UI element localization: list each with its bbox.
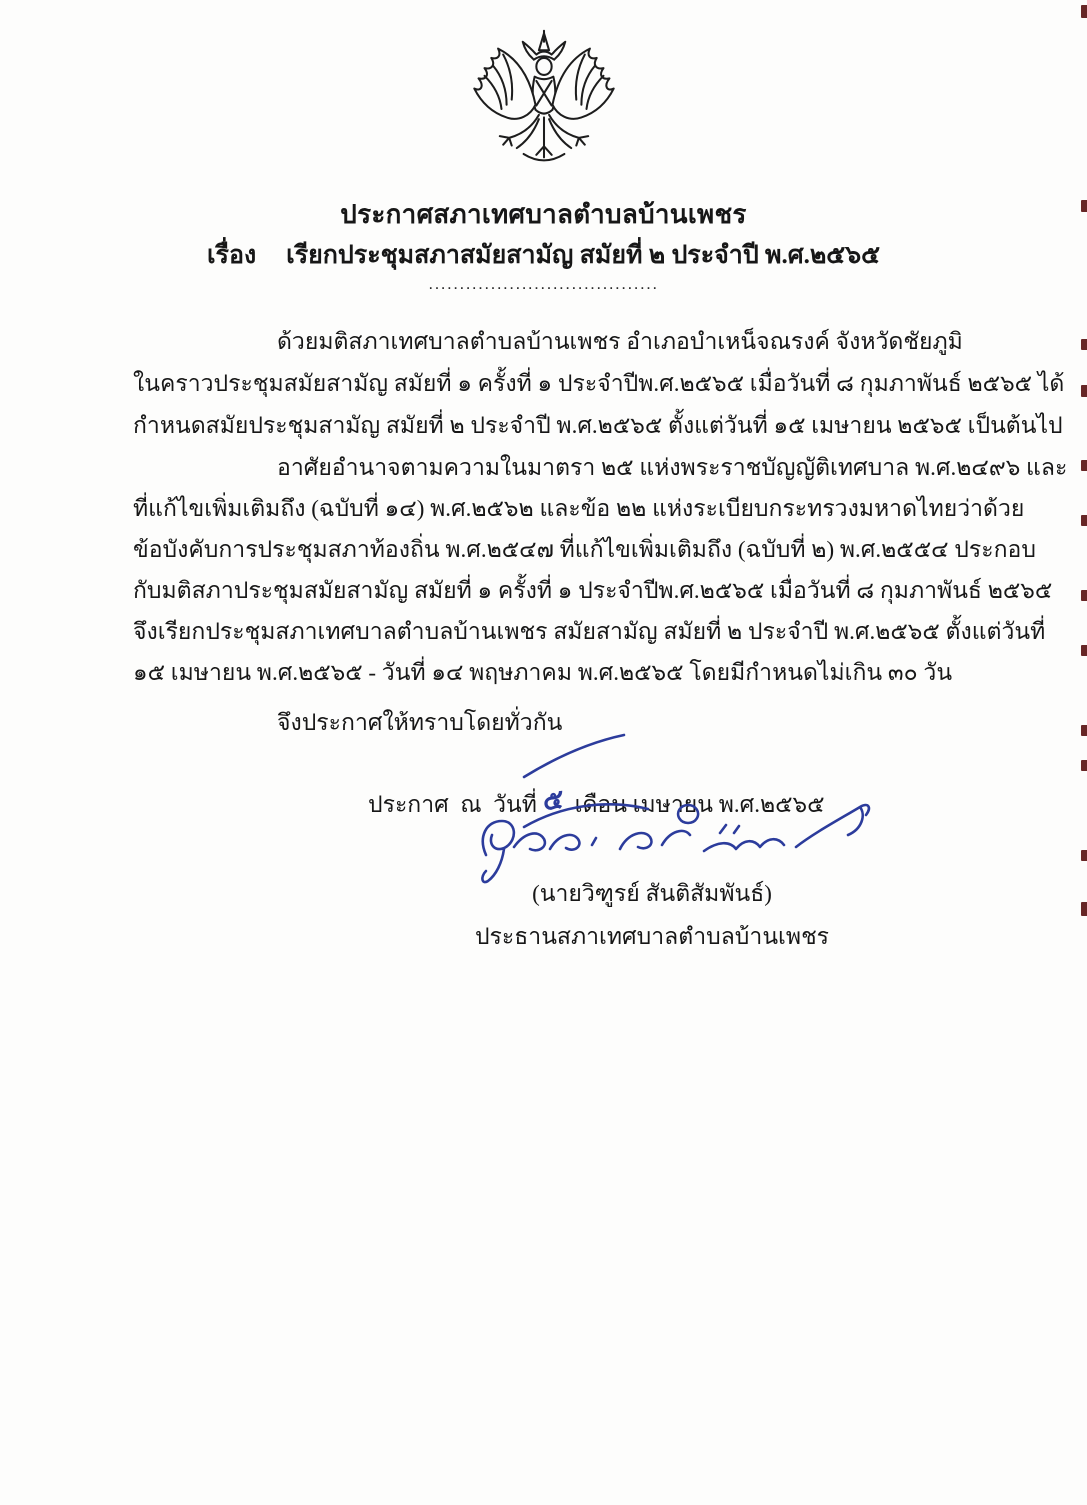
scan-artifact — [1081, 590, 1087, 601]
scan-artifact — [1081, 385, 1087, 397]
body-line: กำหนดสมัยประชุมสามัญ สมัยที่ ๒ ประจำปี พ.ศ.๒๕๖๕ ตั้งแต่วันที่ ๑๕ เมษายน ๒๕๖๕ เป็นต้นไป — [133, 413, 1063, 438]
body-line: ด้วยมติสภาเทศบาลตำบลบ้านเพชร อำเภอบำเหน็จณรงค์ จังหวัดชัยภูมิ — [277, 329, 963, 354]
body-line: อาศัยอำนาจตามความในมาตรา ๒๕ แห่งพระราชบัญญัติเทศบาล พ.ศ.๒๔๙๖ และ — [277, 455, 1068, 480]
scan-artifact — [1081, 902, 1087, 916]
scan-artifact — [1081, 5, 1087, 18]
garuda-emblem-icon — [459, 22, 629, 184]
subject-line — [0, 235, 1087, 275]
closing-line: จึงประกาศให้ทราบโดยทั่วกัน — [277, 710, 563, 735]
handwritten-day-flourish — [516, 731, 636, 781]
document-title: ประกาศสภาเทศบาลตำบลบ้านเพชร — [340, 200, 747, 229]
scan-artifact — [1081, 760, 1087, 771]
signer-title: ประธานสภาเทศบาลตำบลบ้านเพชร — [474, 924, 830, 949]
body-line: จึงเรียกประชุมสภาเทศบาลตำบลบ้านเพชร สมัยสามัญ สมัยที่ ๒ ประจำปี พ.ศ.๒๕๖๕ ตั้งแต่วันที่ — [133, 619, 1046, 644]
body-line: ข้อบังคับการประชุมสภาท้องถิ่น พ.ศ.๒๕๔๗ ที่แก้ไขเพิ่มเติมถึง (ฉบับที่ ๒) พ.ศ.๒๕๕๔ ประกอบ — [133, 537, 1036, 562]
subject-text: เรียกประชุมสภาสมัยสามัญ สมัยที่ ๒ ประจำปี พ.ศ.๒๕๖๕ — [286, 242, 881, 269]
scan-artifact — [1081, 645, 1087, 656]
signer-name: (นายวิฑูรย์ สันติสัมพันธ์) — [532, 881, 772, 906]
body-line: ในคราวประชุมสมัยสามัญ สมัยที่ ๑ ครั้งที่ ๑ ประจำปีพ.ศ.๒๕๖๕ เมื่อวันที่ ๘ กุมภาพันธ์ ๒๕๖๕ ได้ — [133, 371, 1065, 396]
scan-artifact — [1081, 339, 1087, 350]
issuance-suffix: เดือน เมษายน พ.ศ.๒๕๖๕ — [574, 792, 825, 817]
body-line: กับมติสภาประชุมสมัยสามัญ สมัยที่ ๑ ครั้งที่ ๑ ประจำปีพ.ศ.๒๕๖๕ เมื่อวันที่ ๘ กุมภาพันธ์ ๒๕๖๕ — [133, 578, 1053, 603]
scan-artifact — [1081, 725, 1087, 736]
scan-artifact — [1081, 850, 1087, 861]
body-line: ๑๕ เมษายน พ.ศ.๒๕๖๕ - วันที่ ๑๔ พฤษภาคม พ.ศ.๒๕๖๕ โดยมีกำหนดไม่เกิน ๓๐ วัน — [133, 660, 953, 685]
divider-dots: ..................................... — [428, 274, 659, 293]
body-line: ที่แก้ไขเพิ่มเติมถึง (ฉบับที่ ๑๔) พ.ศ.๒๕๖๒ และข้อ ๒๒ แห่งระเบียบกระทรวงมหาดไทยว่าด้วย — [133, 496, 1025, 521]
scan-artifact — [1081, 200, 1087, 212]
issuance-prefix: ประกาศ ณ วันที่ — [368, 792, 537, 817]
handwritten-day: ๕ — [541, 783, 564, 817]
scan-artifact — [1081, 460, 1087, 471]
scan-artifact — [1081, 515, 1087, 526]
subject-label: เรื่อง — [206, 242, 257, 269]
